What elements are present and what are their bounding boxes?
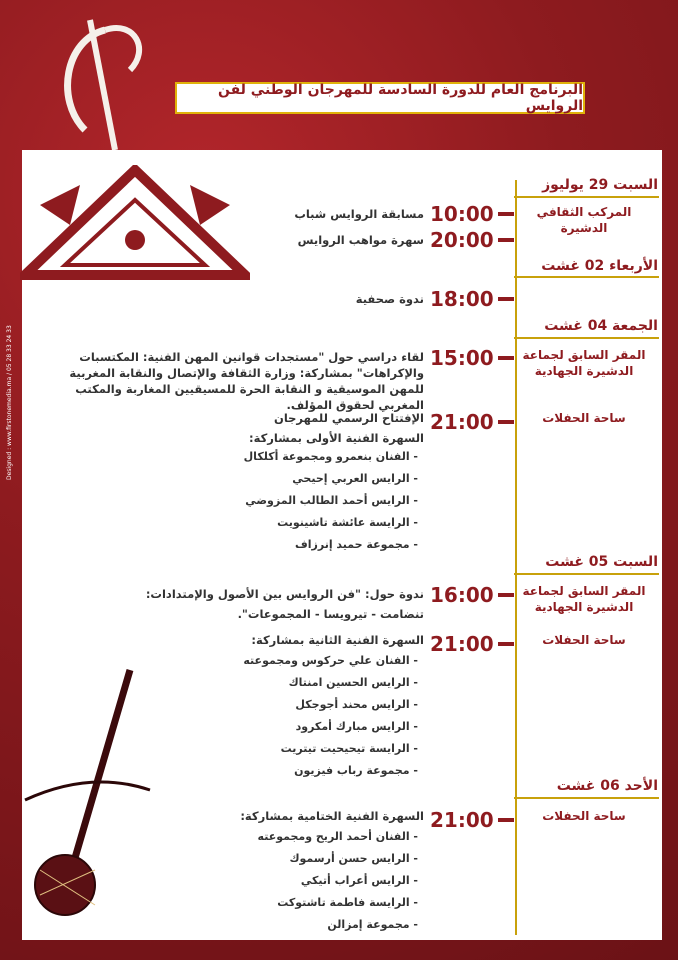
event-time: 21:00 (430, 410, 494, 434)
venue: ساحة الحفلات (542, 633, 626, 647)
day-header: الأحد 06 غشت (556, 778, 658, 794)
day-header: الأربعاء 02 غشت (541, 258, 658, 274)
venue: المركب الثقافي الدشيرة (536, 205, 632, 235)
event-subtitle: تنضامت - تيرويسا - المجموعات". (237, 607, 424, 621)
event-time: 15:00 (430, 346, 494, 370)
venue: المقر السابق لجماعة الدشيرة الجهادية (522, 348, 646, 378)
event-title: السهرة الفنية الثانية بمشاركة: (251, 633, 424, 647)
yaz-symbol-icon (45, 10, 155, 160)
event-subtitle: السهرة الفنية الأولى بمشاركة: (249, 431, 424, 445)
event-time: 10:00 (430, 202, 494, 226)
event-title: لقاء دراسي حول "مستجدات قوانين المهن الفنية: المكتسبات والإكراهات" بمشاركة: وزارة الثقافة والإتصال والنقابة المغربية للمهن الموسيقية و النقابة الحرة للمسيقيين المغاربة والمكتب المغربي لحقوق المؤلف. (69, 350, 424, 412)
event-time: 20:00 (430, 228, 494, 252)
designer-credit: Designed : www.firstonemedia.ma / 05 28 33 24 33 (6, 325, 13, 480)
list-item: - الرايسة عائشة تاشينويت (277, 516, 418, 529)
venue: ساحة الحفلات (542, 809, 626, 823)
list-item: - مجموعة حميد إنرزاف (294, 538, 418, 551)
day-header: السبت 05 غشت (545, 554, 658, 570)
artist-list (258, 826, 418, 936)
event-time: 16:00 (430, 583, 494, 607)
event-title: مسابقة الروايس شباب (294, 207, 424, 221)
event-title: ندوة حول: "فن الروايس بين الأصول والإمتدادات: (145, 587, 424, 601)
event-title: السهرة الفنية الختامية بمشاركة: (240, 809, 424, 823)
day-header: الجمعة 04 غشت (544, 318, 658, 334)
venue: ساحة الحفلات (542, 411, 626, 425)
list-item: - الرايس العربي إحيحي (292, 472, 418, 485)
day-header: السبت 29 يوليوز (542, 177, 658, 193)
event-time: 21:00 (430, 808, 494, 832)
list-item: - الرايسة فاطمة تاشتوكت (277, 896, 418, 909)
program-title: البرنامج العام للدورة السادسة للمهرجان الوطني لفن الروايس (175, 82, 585, 114)
event-title: ندوة صحفية (355, 292, 424, 306)
list-item: - الرايس الحسين امنتاك (288, 676, 418, 689)
list-item: - الرايس حسن أرسموك (289, 852, 418, 865)
list-item: - مجموعة إمزالن (327, 918, 418, 931)
list-item: - الرايس مبارك أمكرود (295, 720, 418, 733)
list-item: - الفنان أحمد الريح ومجموعته (257, 830, 418, 843)
berber-ornament-icon (20, 165, 250, 305)
list-item: - الفنان بنعمرو ومجموعة أكلكال (243, 450, 418, 463)
list-item: - الرايسة تيحيحيت تيتريت (280, 742, 418, 755)
event-time: 21:00 (430, 632, 494, 656)
list-item: - الرايس أعراب أتيكي (300, 874, 418, 887)
venue: المقر السابق لجماعة الدشيرة الجهادية (522, 584, 646, 614)
artist-list (244, 446, 418, 556)
event-title: سهرة مواهب الروايس (297, 233, 424, 247)
artist-list (243, 650, 418, 782)
rebab-instrument-icon (20, 660, 160, 930)
list-item: - الرايس محند أجوجكل (295, 698, 418, 711)
list-item: - الرايس أحمد الطالب المزوضي (245, 494, 418, 507)
list-item: - الفنان علي حركوس ومجموعته (243, 654, 418, 667)
list-item: - مجموعة رباب فيزيون (294, 764, 418, 777)
event-title: الإفتتاح الرسمي للمهرجان (274, 411, 424, 425)
event-time: 18:00 (430, 287, 494, 311)
